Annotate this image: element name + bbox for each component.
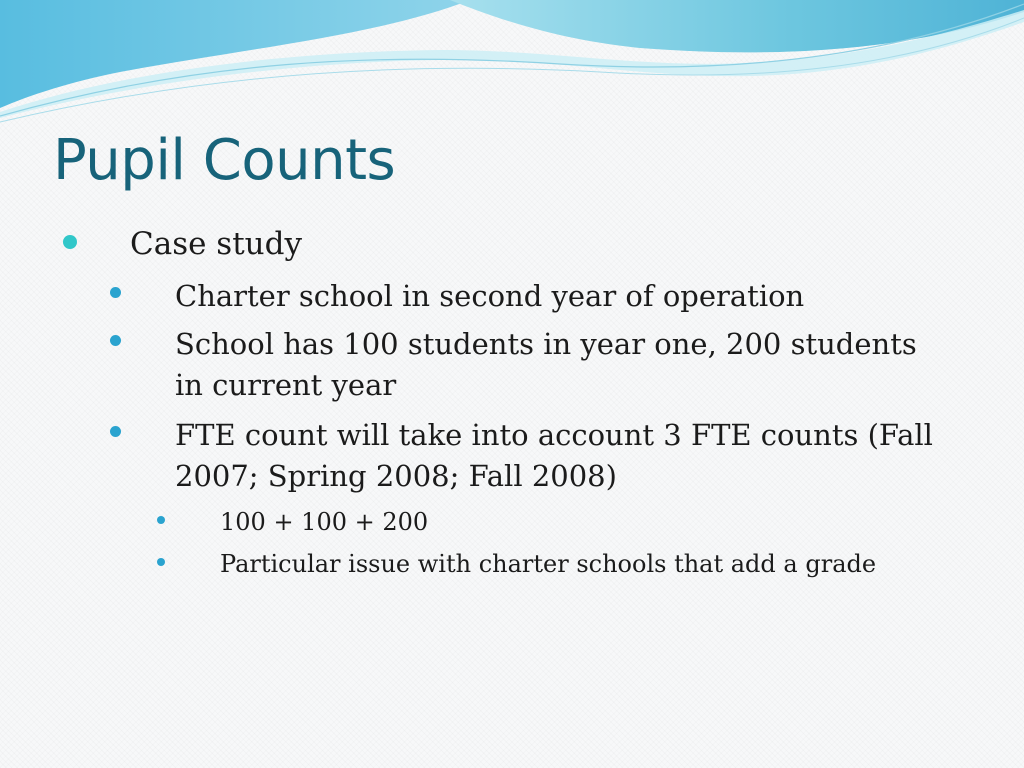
bullet-item xyxy=(220,506,980,538)
bullet-dot-icon xyxy=(157,516,165,524)
slide-title: Pupil Counts xyxy=(53,128,396,193)
bullet-text: Charter school in second year of operation xyxy=(175,279,805,313)
bullet-item xyxy=(175,415,945,497)
bullet-text: 100 + 100 + 200 xyxy=(220,508,429,536)
bullet-dot-icon xyxy=(110,335,121,346)
bullet-item xyxy=(175,276,945,317)
bullet-dot-icon xyxy=(157,558,165,566)
bullet-dot-icon xyxy=(110,426,121,437)
bullet-dot-icon xyxy=(63,235,77,249)
bullet-text: School has 100 students in year one, 200 students in current year xyxy=(175,327,917,402)
bullet-item xyxy=(175,324,945,406)
bullet-text: Particular issue with charter schools that add a grade xyxy=(220,550,877,578)
bullet-dot-icon xyxy=(110,287,121,298)
bullet-text: FTE count will take into account 3 FTE counts (Fall 2007; Spring 2008; Fall 2008) xyxy=(175,418,933,493)
bullet-text: Case study xyxy=(130,226,302,262)
bullet-item xyxy=(220,548,980,580)
bullet-item xyxy=(130,225,302,263)
